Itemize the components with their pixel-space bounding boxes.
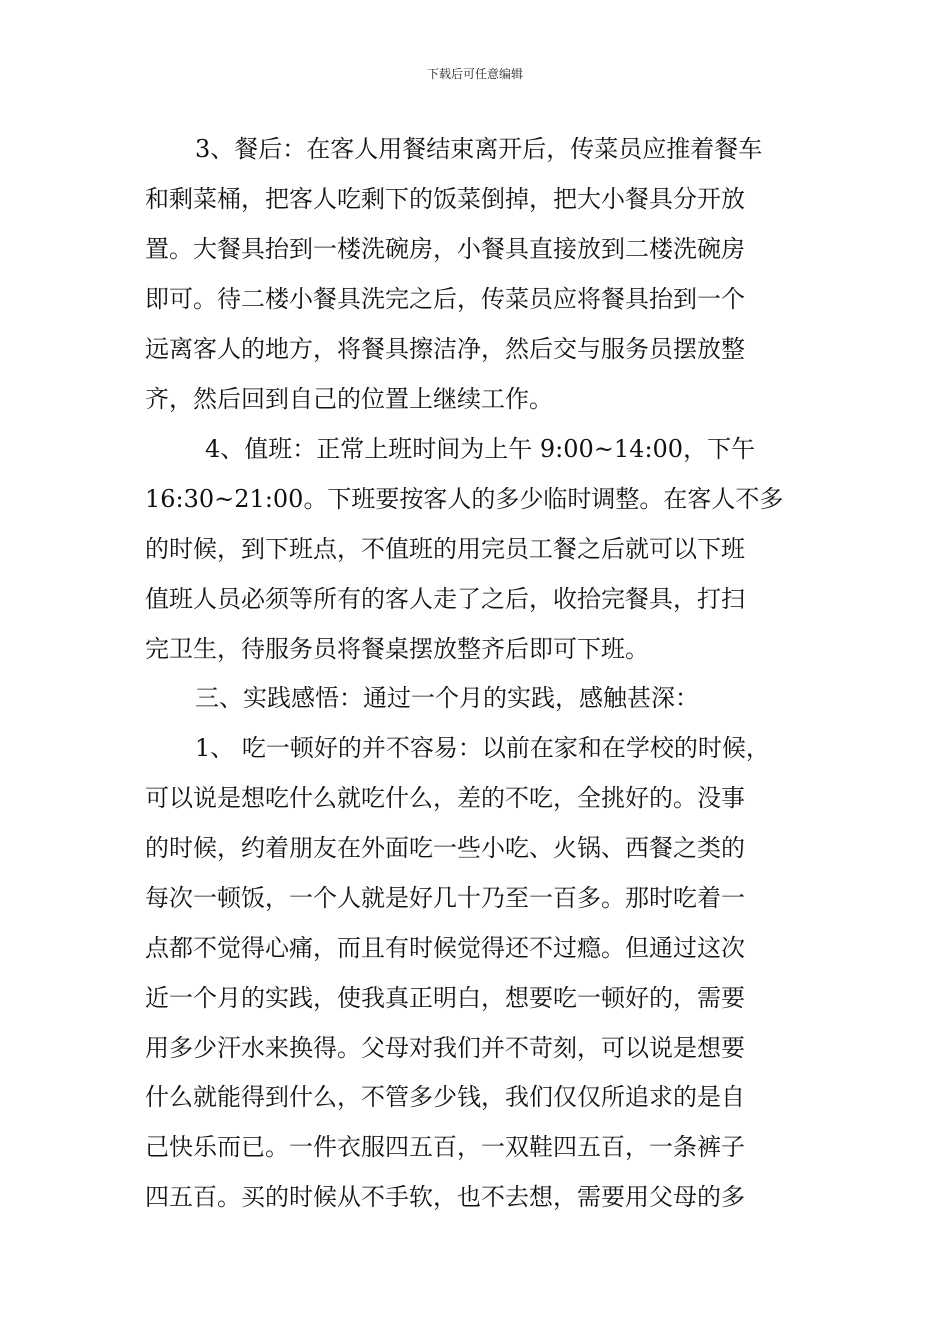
paragraph-line: 的时候，到下班点，不值班的用完员工餐之后就可以下班	[145, 535, 745, 563]
paragraph-line: 四五百。买的时候从不手软，也不去想，需要用父母的多	[145, 1183, 745, 1211]
paragraph-line: 远离客人的地方，将餐具擦洁净，然后交与服务员摆放整	[145, 335, 745, 363]
paragraph-line: 置。大餐具抬到一楼洗碗房，小餐具直接放到二楼洗碗房	[145, 235, 745, 263]
paragraph-line: 点都不觉得心痛，而且有时候觉得还不过瘾。但通过这次	[145, 934, 745, 962]
paragraph-line: 近一个月的实践，使我真正明白，想要吃一顿好的，需要	[145, 984, 745, 1012]
paragraph-line: 1、 吃一顿好的并不容易：以前在家和在学校的时候，	[195, 734, 770, 762]
paragraph-line: 16:30~21:00。下班要按客人的多少临时调整。在客人不多	[145, 485, 784, 513]
paragraph-line: 齐，然后回到自己的位置上继续工作。	[145, 385, 553, 413]
paragraph-line: 即可。待二楼小餐具洗完之后，传菜员应将餐具抬到一个	[145, 285, 745, 313]
paragraph-line: 用多少汗水来换得。父母对我们并不苛刻，可以说是想要	[145, 1034, 745, 1062]
paragraph-line: 每次一顿饭，一个人就是好几十乃至一百多。那时吃着一	[145, 884, 745, 912]
paragraph-line: 什么就能得到什么，不管多少钱，我们仅仅所追求的是自	[145, 1083, 745, 1111]
paragraph-line: 3、餐后：在客人用餐结束离开后，传菜员应推着餐车	[195, 135, 763, 163]
paragraph-line: 完卫生，待服务员将餐桌摆放整齐后即可下班。	[145, 635, 649, 663]
paragraph-line: 和剩菜桶，把客人吃剩下的饭菜倒掉，把大小餐具分开放	[145, 185, 745, 213]
paragraph-line: 4、值班：正常上班时间为上午 9:00~14:00，下午	[205, 435, 756, 463]
paragraph-line: 可以说是想吃什么就吃什么，差的不吃，全挑好的。没事	[145, 784, 745, 812]
paragraph-line: 值班人员必须等所有的客人走了之后，收拾完餐具，打扫	[145, 585, 745, 613]
paragraph-line: 的时候，约着朋友在外面吃一些小吃、火锅、西餐之类的	[145, 834, 745, 862]
page-header: 下载后可任意编辑	[426, 67, 523, 81]
section-heading: 三、实践感悟：通过一个月的实践，感触甚深：	[195, 684, 699, 712]
paragraph-line: 己快乐而已。一件衣服四五百，一双鞋四五百，一条裤子	[145, 1133, 745, 1161]
